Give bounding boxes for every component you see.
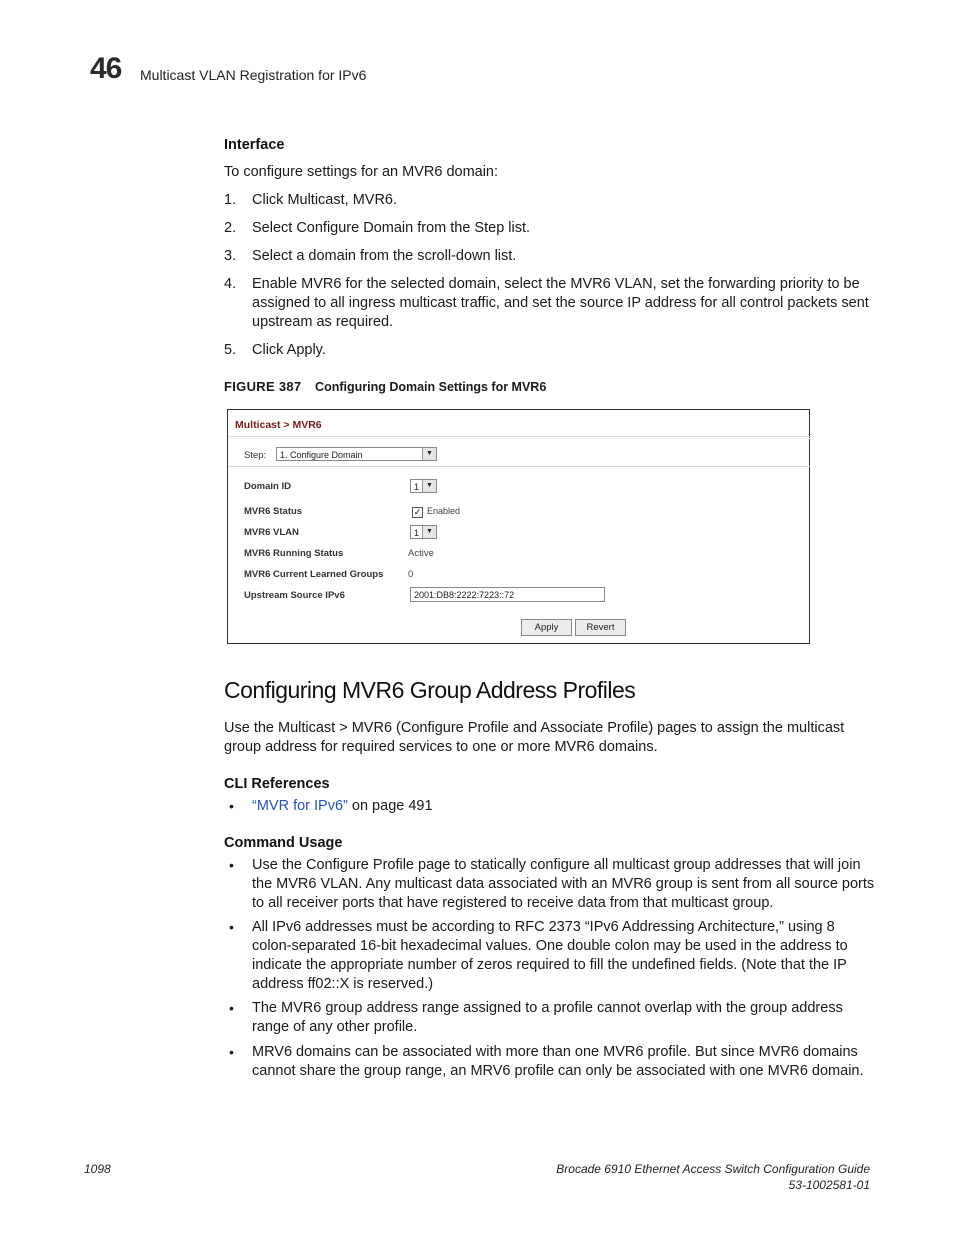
step-select[interactable]: [276, 447, 437, 461]
guide-title: Brocade 6910 Ethernet Access Switch Configuration Guide: [556, 1162, 870, 1176]
step-number: 4.: [224, 276, 237, 292]
figure-caption: [224, 379, 546, 394]
chapter-number: 46: [90, 52, 122, 85]
bullet-icon: •: [229, 798, 234, 814]
interface-intro: To configure settings for an MVR6 domain:: [224, 164, 499, 180]
mvr6-status-value: Enabled: [427, 506, 461, 516]
usage-text: Use the Configure Profile page to statically configure all multicast group addresses that will join the MVR6 VLAN. Any multicast data associated with an MVR6 group is sent from all source ports to all receiver ports that have registered to receive data from that multicast group.: [252, 857, 875, 911]
figure-label: FIGURE 387: [224, 379, 302, 394]
upstream-source-label: Upstream Source IPv6: [244, 590, 345, 601]
command-usage-heading: Command Usage: [224, 835, 343, 851]
domain-id-select[interactable]: [410, 479, 437, 493]
cli-references-heading: CLI References: [224, 776, 330, 792]
domain-id-value: 1: [414, 482, 420, 492]
step-text: Click Apply.: [252, 342, 326, 358]
doc-number: 53-1002581-01: [788, 1178, 870, 1192]
mvr6-vlan-select[interactable]: [410, 525, 437, 539]
mvr6-domain-screenshot: [227, 409, 810, 644]
cli-page-ref: on page 491: [347, 798, 433, 814]
divider: [228, 436, 811, 437]
step-number: 1.: [224, 192, 237, 208]
running-status-label: MVR6 Running Status: [244, 548, 344, 559]
bullet-icon: •: [229, 919, 234, 935]
chevron-down-icon[interactable]: ▼: [422, 480, 436, 492]
step-text: Select a domain from the scroll-down list.: [252, 248, 517, 264]
divider: [228, 466, 811, 467]
usage-text: The MVR6 group address range assigned to a profile cannot overlap with the group address range of any other profile.: [252, 1000, 843, 1035]
chapter-title: Multicast VLAN Registration for IPv6: [140, 67, 367, 83]
learned-groups-label: MVR6 Current Learned Groups: [244, 569, 384, 580]
step-text: Click Multicast, MVR6.: [252, 192, 398, 208]
mvr6-status-checkbox[interactable]: ✓: [413, 507, 422, 517]
breadcrumb: Multicast > MVR6: [235, 419, 322, 431]
chevron-down-icon[interactable]: ▼: [422, 526, 436, 538]
mvr6-status-label: MVR6 Status: [244, 506, 303, 517]
domain-id-label: Domain ID: [244, 481, 291, 492]
upstream-source-input[interactable]: 2001:DB8:2222:7223::72: [410, 587, 605, 602]
step-select-value: 1. Configure Domain: [280, 450, 363, 460]
step-label: Step:: [244, 450, 267, 461]
step-number: 2.: [224, 220, 237, 236]
bullet-icon: •: [229, 857, 234, 873]
mvr6-vlan-label: MVR6 VLAN: [244, 527, 299, 538]
step-text: Select Configure Domain from the Step list.: [252, 220, 531, 236]
bullet-icon: •: [229, 1044, 234, 1060]
learned-groups-value: 0: [408, 569, 414, 580]
usage-text: All IPv6 addresses must be according to RFC 2373 “IPv6 Addressing Architecture,” using 8 colon-separated 16-bit hexadecimal values. One double colon may be used in the address to indicate the appropriate number of zeros required to fill the undefined fields. (Note that the IP address ff02::X is reserved.): [252, 919, 848, 992]
interface-heading: Interface: [224, 137, 285, 153]
figure-title: Configuring Domain Settings for MVR6: [315, 380, 547, 394]
chevron-down-icon[interactable]: ▼: [422, 448, 436, 460]
apply-button[interactable]: Apply: [521, 619, 572, 636]
section-title: Configuring MVR6 Group Address Profiles: [224, 677, 636, 703]
step-number: 5.: [224, 342, 237, 358]
divider: [228, 438, 811, 439]
section-intro: Use the Multicast > MVR6 (Configure Profile and Associate Profile) pages to assign the multicast group address for required services to one or more MVR6 domains.: [224, 720, 845, 755]
step-text: Enable MVR6 for the selected domain, select the MVR6 VLAN, set the forwarding priority to be assigned to all ingress multicast traffic, and set the source IP address for all control packets sent upstream as required.: [252, 276, 869, 330]
revert-button[interactable]: Revert: [575, 619, 626, 636]
mvr-ipv6-link[interactable]: “MVR for IPv6”: [252, 798, 348, 814]
mvr6-vlan-value: 1: [414, 528, 420, 538]
usage-text: MRV6 domains can be associated with more than one MVR6 profile. But since MVR6 domains cannot share the group range, an MRV6 profile can only be associated with one MVR6 domain.: [252, 1044, 864, 1079]
step-number: 3.: [224, 248, 237, 264]
bullet-icon: •: [229, 1000, 234, 1016]
page-number: 1098: [84, 1162, 111, 1176]
running-status-value: Active: [408, 548, 434, 559]
